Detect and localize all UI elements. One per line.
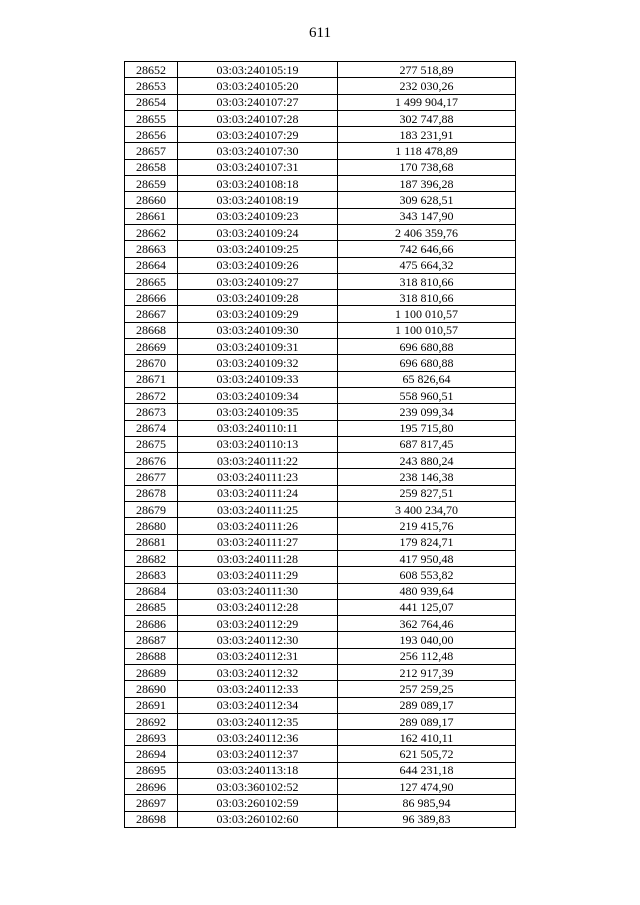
value-cell: 289 089,17: [338, 713, 516, 729]
row-number-cell: 28660: [125, 192, 178, 208]
cadastral-number-cell: 03:03:240110:11: [178, 420, 338, 436]
row-number-cell: 28658: [125, 159, 178, 175]
table-row: [125, 371, 516, 387]
table-row: [125, 224, 516, 240]
table-row: [125, 599, 516, 615]
cadastral-number-cell: 03:03:240111:22: [178, 453, 338, 469]
cadastral-number-cell: 03:03:240112:36: [178, 730, 338, 746]
cadastral-number-cell: 03:03:240109:23: [178, 208, 338, 224]
table-row: [125, 811, 516, 827]
table-row: [125, 208, 516, 224]
value-cell: 187 396,28: [338, 176, 516, 192]
table-row: [125, 648, 516, 664]
cadastral-number-cell: 03:03:240111:26: [178, 518, 338, 534]
table-row: [125, 143, 516, 159]
row-number-cell: 28662: [125, 224, 178, 240]
row-number-cell: 28665: [125, 273, 178, 289]
row-number-cell: 28663: [125, 241, 178, 257]
table-row: [125, 681, 516, 697]
row-number-cell: 28654: [125, 94, 178, 110]
value-cell: 696 680,88: [338, 339, 516, 355]
row-number-cell: 28657: [125, 143, 178, 159]
row-number-cell: 28667: [125, 306, 178, 322]
row-number-cell: 28684: [125, 583, 178, 599]
value-cell: 86 985,94: [338, 795, 516, 811]
cadastral-number-cell: 03:03:240112:33: [178, 681, 338, 697]
row-number-cell: 28668: [125, 322, 178, 338]
value-cell: 318 810,66: [338, 290, 516, 306]
row-number-cell: 28674: [125, 420, 178, 436]
table-row: [125, 339, 516, 355]
table-row: [125, 632, 516, 648]
cadastral-number-cell: 03:03:240107:27: [178, 94, 338, 110]
row-number-cell: 28694: [125, 746, 178, 762]
value-cell: 127 474,90: [338, 779, 516, 795]
row-number-cell: 28682: [125, 550, 178, 566]
row-number-cell: 28655: [125, 110, 178, 126]
row-number-cell: 28695: [125, 762, 178, 778]
table-row: [125, 518, 516, 534]
value-cell: 170 738,68: [338, 159, 516, 175]
table-row: [125, 453, 516, 469]
row-number-cell: 28672: [125, 387, 178, 403]
table-row: [125, 616, 516, 632]
row-number-cell: 28673: [125, 404, 178, 420]
row-number-cell: 28666: [125, 290, 178, 306]
row-number-cell: 28685: [125, 599, 178, 615]
value-cell: 3 400 234,70: [338, 502, 516, 518]
value-cell: 742 646,66: [338, 241, 516, 257]
cadastral-number-cell: 03:03:240109:27: [178, 273, 338, 289]
value-cell: 65 826,64: [338, 371, 516, 387]
cadastral-number-cell: 03:03:240112:37: [178, 746, 338, 762]
table-row: [125, 110, 516, 126]
value-cell: 239 099,34: [338, 404, 516, 420]
row-number-cell: 28686: [125, 616, 178, 632]
value-cell: 2 406 359,76: [338, 224, 516, 240]
table-row: [125, 567, 516, 583]
value-cell: 219 415,76: [338, 518, 516, 534]
row-number-cell: 28691: [125, 697, 178, 713]
table-row: [125, 664, 516, 680]
cadastral-number-cell: 03:03:240108:18: [178, 176, 338, 192]
cadastral-number-cell: 03:03:240112:28: [178, 599, 338, 615]
cadastral-number-cell: 03:03:240111:29: [178, 567, 338, 583]
table-row: [125, 306, 516, 322]
cadastral-number-cell: 03:03:240107:31: [178, 159, 338, 175]
table-row: [125, 713, 516, 729]
value-cell: 1 100 010,57: [338, 322, 516, 338]
row-number-cell: 28683: [125, 567, 178, 583]
cadastral-number-cell: 03:03:240109:34: [178, 387, 338, 403]
table-row: [125, 502, 516, 518]
cadastral-number-cell: 03:03:240112:34: [178, 697, 338, 713]
cadastral-number-cell: 03:03:240111:28: [178, 550, 338, 566]
table-row: [125, 176, 516, 192]
table-row: [125, 159, 516, 175]
cadastral-number-cell: 03:03:360102:52: [178, 779, 338, 795]
row-number-cell: 28690: [125, 681, 178, 697]
registry-table: [124, 61, 516, 828]
cadastral-number-cell: 03:03:240109:33: [178, 371, 338, 387]
row-number-cell: 28693: [125, 730, 178, 746]
cadastral-number-cell: 03:03:260102:60: [178, 811, 338, 827]
table-row: [125, 746, 516, 762]
cadastral-number-cell: 03:03:240105:19: [178, 62, 338, 78]
value-cell: 441 125,07: [338, 599, 516, 615]
row-number-cell: 28661: [125, 208, 178, 224]
value-cell: 302 747,88: [338, 110, 516, 126]
cadastral-number-cell: 03:03:240109:31: [178, 339, 338, 355]
table-row: [125, 290, 516, 306]
table-row: [125, 550, 516, 566]
row-number-cell: 28692: [125, 713, 178, 729]
value-cell: 193 040,00: [338, 632, 516, 648]
row-number-cell: 28697: [125, 795, 178, 811]
cadastral-number-cell: 03:03:240113:18: [178, 762, 338, 778]
value-cell: 212 917,39: [338, 664, 516, 680]
value-cell: 183 231,91: [338, 127, 516, 143]
row-number-cell: 28681: [125, 534, 178, 550]
value-cell: 238 146,38: [338, 469, 516, 485]
page-number: 611: [309, 25, 331, 41]
value-cell: 289 089,17: [338, 697, 516, 713]
value-cell: 1 118 478,89: [338, 143, 516, 159]
cadastral-number-cell: 03:03:240109:28: [178, 290, 338, 306]
registry-table-body: [125, 62, 516, 828]
cadastral-number-cell: 03:03:240108:19: [178, 192, 338, 208]
row-number-cell: 28679: [125, 502, 178, 518]
cadastral-number-cell: 03:03:240112:35: [178, 713, 338, 729]
cadastral-number-cell: 03:03:240111:25: [178, 502, 338, 518]
value-cell: 309 628,51: [338, 192, 516, 208]
table-row: [125, 485, 516, 501]
value-cell: 558 960,51: [338, 387, 516, 403]
cadastral-number-cell: 03:03:240109:30: [178, 322, 338, 338]
row-number-cell: 28664: [125, 257, 178, 273]
value-cell: 318 810,66: [338, 273, 516, 289]
table-row: [125, 322, 516, 338]
row-number-cell: 28696: [125, 779, 178, 795]
cadastral-number-cell: 03:03:240105:20: [178, 78, 338, 94]
table-row: [125, 192, 516, 208]
value-cell: 644 231,18: [338, 762, 516, 778]
row-number-cell: 28689: [125, 664, 178, 680]
value-cell: 277 518,89: [338, 62, 516, 78]
row-number-cell: 28652: [125, 62, 178, 78]
table-row: [125, 583, 516, 599]
value-cell: 343 147,90: [338, 208, 516, 224]
cadastral-number-cell: 03:03:240111:23: [178, 469, 338, 485]
cadastral-number-cell: 03:03:240110:13: [178, 436, 338, 452]
table-row: [125, 127, 516, 143]
table-row: [125, 257, 516, 273]
cadastral-number-cell: 03:03:240107:28: [178, 110, 338, 126]
cadastral-number-cell: 03:03:240111:27: [178, 534, 338, 550]
table-row: [125, 62, 516, 78]
value-cell: 362 764,46: [338, 616, 516, 632]
row-number-cell: 28698: [125, 811, 178, 827]
value-cell: 687 817,45: [338, 436, 516, 452]
cadastral-number-cell: 03:03:240109:24: [178, 224, 338, 240]
table-row: [125, 779, 516, 795]
row-number-cell: 28675: [125, 436, 178, 452]
table-row: [125, 78, 516, 94]
row-number-cell: 28688: [125, 648, 178, 664]
cadastral-number-cell: 03:03:240111:24: [178, 485, 338, 501]
cadastral-number-cell: 03:03:240107:30: [178, 143, 338, 159]
table-row: [125, 795, 516, 811]
value-cell: 259 827,51: [338, 485, 516, 501]
table-row: [125, 436, 516, 452]
value-cell: 480 939,64: [338, 583, 516, 599]
value-cell: 195 715,80: [338, 420, 516, 436]
table-row: [125, 355, 516, 371]
cadastral-number-cell: 03:03:240112:29: [178, 616, 338, 632]
value-cell: 257 259,25: [338, 681, 516, 697]
cadastral-number-cell: 03:03:240109:29: [178, 306, 338, 322]
row-number-cell: 28656: [125, 127, 178, 143]
value-cell: 696 680,88: [338, 355, 516, 371]
table-row: [125, 273, 516, 289]
cadastral-number-cell: 03:03:240112:31: [178, 648, 338, 664]
table-row: [125, 94, 516, 110]
value-cell: 417 950,48: [338, 550, 516, 566]
table-row: [125, 387, 516, 403]
value-cell: 608 553,82: [338, 567, 516, 583]
value-cell: 162 410,11: [338, 730, 516, 746]
table-row: [125, 420, 516, 436]
cadastral-number-cell: 03:03:240111:30: [178, 583, 338, 599]
value-cell: 1 100 010,57: [338, 306, 516, 322]
cadastral-number-cell: 03:03:240107:29: [178, 127, 338, 143]
cadastral-number-cell: 03:03:260102:59: [178, 795, 338, 811]
row-number-cell: 28653: [125, 78, 178, 94]
row-number-cell: 28677: [125, 469, 178, 485]
table-row: [125, 697, 516, 713]
row-number-cell: 28678: [125, 485, 178, 501]
value-cell: 621 505,72: [338, 746, 516, 762]
row-number-cell: 28659: [125, 176, 178, 192]
value-cell: 232 030,26: [338, 78, 516, 94]
row-number-cell: 28669: [125, 339, 178, 355]
value-cell: 179 824,71: [338, 534, 516, 550]
cadastral-number-cell: 03:03:240109:25: [178, 241, 338, 257]
value-cell: 1 499 904,17: [338, 94, 516, 110]
row-number-cell: 28676: [125, 453, 178, 469]
table-row: [125, 730, 516, 746]
value-cell: 475 664,32: [338, 257, 516, 273]
value-cell: 256 112,48: [338, 648, 516, 664]
row-number-cell: 28671: [125, 371, 178, 387]
row-number-cell: 28670: [125, 355, 178, 371]
table-row: [125, 534, 516, 550]
table-row: [125, 404, 516, 420]
cadastral-number-cell: 03:03:240112:32: [178, 664, 338, 680]
table-row: [125, 469, 516, 485]
value-cell: 96 389,83: [338, 811, 516, 827]
row-number-cell: 28680: [125, 518, 178, 534]
cadastral-number-cell: 03:03:240112:30: [178, 632, 338, 648]
cadastral-number-cell: 03:03:240109:35: [178, 404, 338, 420]
cadastral-number-cell: 03:03:240109:32: [178, 355, 338, 371]
table-row: [125, 241, 516, 257]
table-row: [125, 762, 516, 778]
row-number-cell: 28687: [125, 632, 178, 648]
value-cell: 243 880,24: [338, 453, 516, 469]
cadastral-number-cell: 03:03:240109:26: [178, 257, 338, 273]
